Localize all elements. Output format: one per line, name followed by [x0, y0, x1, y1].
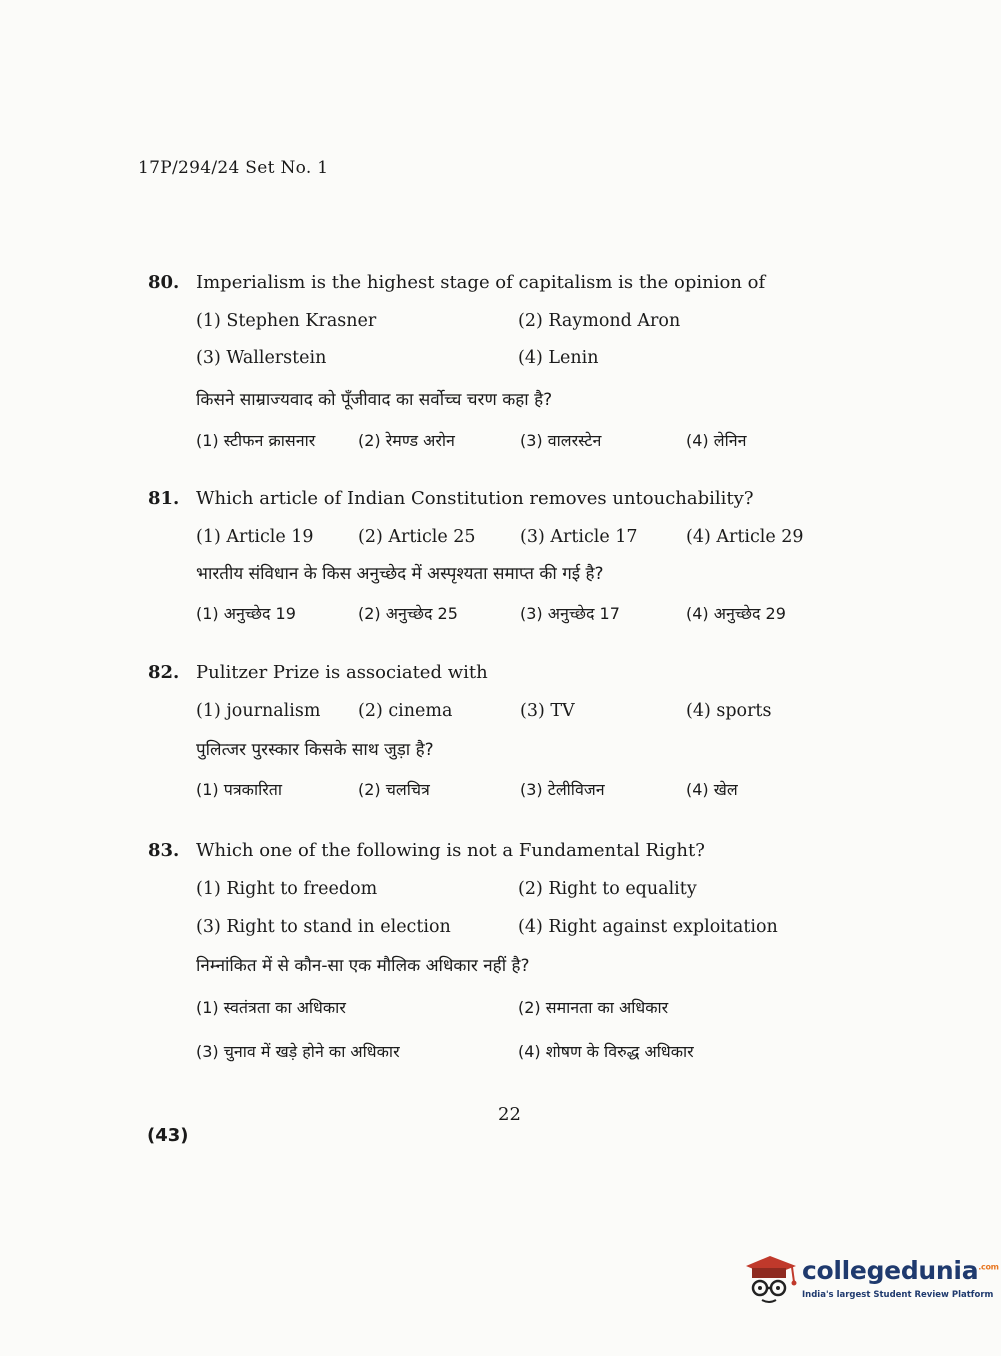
question-text: Pulitzer Prize is associated with: [196, 662, 488, 683]
option-1: (1) Article 19: [196, 527, 314, 547]
question-83: [148, 840, 828, 1062]
question-number: 82.: [148, 662, 180, 683]
paper-set-header: 17P/294/24 Set No. 1: [138, 158, 329, 178]
logo-tagline: India's largest Student Review Platform: [802, 1290, 994, 1300]
question-text: Which one of the following is not a Fundamental Right?: [196, 840, 705, 861]
option-3-hindi: (3) वालरस्टेन: [520, 431, 602, 450]
option-2-hindi: (2) रेमण्ड अरोन: [358, 431, 455, 450]
question-text: Imperialism is the highest stage of capitalism is the opinion of: [196, 272, 766, 293]
option-3-hindi: (3) अनुच्छेद 17: [520, 604, 620, 623]
options-hindi: [196, 429, 828, 451]
option-2-hindi: (2) अनुच्छेद 25: [358, 604, 458, 623]
option-4: (4) Lenin: [518, 348, 599, 368]
option-4: (4) sports: [686, 701, 772, 721]
paper-code: (43): [147, 1125, 189, 1146]
option-4-hindi: (4) खेल: [686, 780, 738, 799]
question-80: [148, 272, 828, 451]
options-hindi: [196, 996, 828, 1062]
option-1-hindi: (1) पत्रकारिता: [196, 780, 283, 799]
collegedunia-logo: [740, 1250, 999, 1310]
options-english: [196, 879, 828, 937]
page-number: 22: [498, 1104, 521, 1125]
option-4: (4) Article 29: [686, 527, 804, 547]
mascot-icon: [740, 1252, 798, 1306]
question-text-hindi: निम्नांकित में से कौन-सा एक मौलिक अधिकार नहीं है?: [196, 956, 530, 976]
logo-suffix: .com: [978, 1262, 999, 1272]
option-3-hindi: (3) चुनाव में खड़े होने का अधिकार: [196, 1042, 400, 1061]
options-english: [196, 527, 828, 547]
option-1: (1) Stephen Krasner: [196, 311, 377, 331]
option-1-hindi: (1) स्वतंत्रता का अधिकार: [196, 998, 346, 1017]
option-1-hindi: (1) अनुच्छेद 19: [196, 604, 296, 623]
option-4-hindi: (4) शोषण के विरुद्ध अधिकार: [518, 1042, 694, 1061]
option-2-hindi: (2) समानता का अधिकार: [518, 998, 669, 1017]
question-text-hindi: भारतीय संविधान के किस अनुच्छेद में अस्पृश्यता समाप्त की गई है?: [196, 564, 604, 584]
option-3: (3) Wallerstein: [196, 348, 327, 368]
option-2: (2) Raymond Aron: [518, 311, 681, 331]
question-line: [148, 662, 828, 683]
question-line: [148, 272, 828, 293]
option-3: (3) Right to stand in election: [196, 917, 451, 937]
options-english: [196, 701, 828, 721]
option-3-hindi: (3) टेलीविजन: [520, 780, 605, 799]
option-4-hindi: (4) लेनिन: [686, 431, 747, 450]
logo-name-text: collegedunia: [802, 1256, 979, 1285]
options-hindi: [196, 778, 828, 800]
question-line: [148, 488, 828, 509]
question-text: Which article of Indian Constitution removes untouchability?: [196, 488, 754, 509]
options-hindi: [196, 602, 828, 624]
question-81: [148, 488, 828, 624]
option-2: (2) Right to equality: [518, 879, 697, 899]
question-number: 80.: [148, 272, 180, 293]
option-3: (3) TV: [520, 701, 575, 721]
question-line: [148, 840, 828, 861]
option-1: (1) Right to freedom: [196, 879, 378, 899]
question-number: 83.: [148, 840, 180, 861]
option-4-hindi: (4) अनुच्छेद 29: [686, 604, 786, 623]
option-3: (3) Article 17: [520, 527, 638, 547]
question-text-hindi: किसने साम्राज्यवाद को पूँजीवाद का सर्वोच्च चरण कहा है?: [196, 390, 553, 410]
option-1-hindi: (1) स्टीफन क्रासनार: [196, 431, 316, 450]
question-82: [148, 662, 828, 800]
option-2: (2) cinema: [358, 701, 453, 721]
logo-wordmark: [802, 1256, 999, 1285]
options-english: [196, 311, 828, 368]
option-4: (4) Right against exploitation: [518, 917, 778, 937]
question-number: 81.: [148, 488, 180, 509]
option-2: (2) Article 25: [358, 527, 476, 547]
question-text-hindi: पुलित्जर पुरस्कार किसके साथ जुड़ा है?: [196, 740, 434, 760]
option-2-hindi: (2) चलचित्र: [358, 780, 430, 799]
option-1: (1) journalism: [196, 701, 321, 721]
